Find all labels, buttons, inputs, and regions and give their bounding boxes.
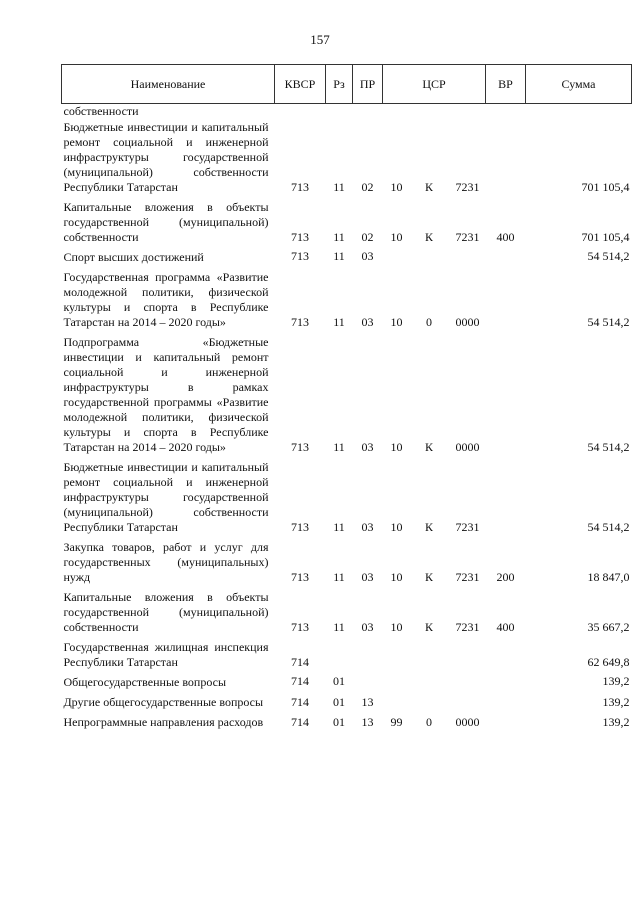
row-name: Общегосударственные вопросы — [63, 675, 227, 689]
row-csr-direction: 7231 — [455, 180, 480, 194]
row-kvsr: 713 — [291, 180, 309, 194]
row-vr — [486, 694, 526, 714]
row-rz: 01 — [333, 715, 345, 729]
row-kvsr: 713 — [291, 249, 309, 263]
row-rz — [326, 639, 353, 674]
budget-table — [61, 64, 632, 734]
row-rz: 11 — [333, 620, 345, 634]
row-csr-direction: 0000 — [455, 315, 480, 329]
row-csr-direction: 0000 — [455, 715, 480, 729]
row-csr-direction: 0000 — [455, 440, 480, 454]
row-pr: 02 — [361, 180, 374, 194]
table-row — [62, 269, 632, 334]
row-sum: 54 514,2 — [587, 440, 630, 454]
row-sum: 54 514,2 — [587, 315, 630, 329]
row-csr-direction: 7231 — [455, 620, 480, 634]
row-name: Другие общегосударственные вопросы — [63, 695, 264, 709]
row-csr-program: 10 — [390, 520, 403, 534]
row-pr — [353, 674, 383, 694]
header-kvsr: КВСР — [275, 65, 326, 104]
row-rz: 01 — [333, 674, 345, 688]
row-vr — [486, 249, 526, 269]
row-rz: 01 — [333, 695, 345, 709]
row-rz: 11 — [333, 249, 345, 263]
row-csr — [383, 249, 486, 269]
header-name: Наименование — [62, 65, 275, 104]
row-kvsr: 713 — [291, 230, 309, 244]
row-csr — [383, 639, 486, 674]
row-csr — [383, 674, 486, 694]
row-pr: 03 — [361, 315, 374, 329]
continuation-row — [62, 104, 632, 120]
row-kvsr: 713 — [291, 620, 309, 634]
row-vr: 400 — [496, 620, 515, 634]
row-csr-program: 99 — [390, 715, 403, 729]
page-number: 157 — [310, 32, 330, 47]
continuation-text: собственности — [63, 104, 139, 118]
table-row — [62, 539, 632, 589]
row-sum: 701 105,4 — [581, 230, 630, 244]
row-csr-subprogram: К — [424, 440, 433, 454]
table-row — [62, 334, 632, 459]
table-row — [62, 199, 632, 249]
row-name: Спорт высших достижений — [63, 250, 204, 264]
table-row — [62, 459, 632, 539]
row-vr — [486, 674, 526, 694]
row-sum: 62 649,8 — [587, 655, 630, 669]
row-kvsr: 714 — [291, 655, 309, 669]
header-rz: Рз — [326, 65, 353, 104]
row-name: Капитальные вложения в объекты государственной (муниципальной) собственности — [63, 200, 269, 244]
row-csr-subprogram: К — [424, 230, 433, 244]
header-sum: Сумма — [526, 65, 632, 104]
row-sum: 18 847,0 — [587, 570, 630, 584]
row-csr-subprogram: К — [424, 520, 433, 534]
row-pr — [353, 639, 383, 674]
row-csr-direction: 7231 — [455, 520, 480, 534]
row-sum: 139,2 — [602, 695, 630, 709]
row-csr-subprogram: 0 — [426, 715, 432, 729]
row-kvsr: 713 — [291, 570, 309, 584]
row-csr — [383, 334, 486, 459]
row-pr: 03 — [361, 620, 374, 634]
row-rz: 11 — [333, 520, 345, 534]
row-rz: 11 — [333, 440, 345, 454]
row-rz: 11 — [333, 570, 345, 584]
row-kvsr: 714 — [291, 715, 309, 729]
row-csr-subprogram: К — [424, 180, 433, 194]
row-csr — [383, 119, 486, 199]
row-pr: 03 — [361, 570, 374, 584]
row-sum: 54 514,2 — [587, 249, 630, 263]
row-vr — [486, 119, 526, 199]
row-sum: 139,2 — [602, 674, 630, 688]
row-csr-program: 10 — [390, 570, 403, 584]
table-row — [62, 714, 632, 734]
row-pr: 03 — [361, 440, 374, 454]
row-pr: 03 — [361, 249, 374, 263]
row-csr-direction: 7231 — [455, 230, 480, 244]
row-rz: 11 — [333, 315, 345, 329]
table-row — [62, 119, 632, 199]
row-csr — [383, 714, 486, 734]
row-vr — [486, 334, 526, 459]
row-name: Непрограммные направления расходов — [63, 715, 264, 729]
row-csr — [383, 539, 486, 589]
row-sum: 701 105,4 — [581, 180, 630, 194]
table-row — [62, 674, 632, 694]
header-pr: ПР — [353, 65, 383, 104]
header-csr: ЦСР — [383, 65, 486, 104]
row-sum: 139,2 — [602, 715, 630, 729]
row-pr: 13 — [361, 715, 374, 729]
row-csr-subprogram: К — [424, 620, 433, 634]
row-rz: 11 — [333, 180, 345, 194]
row-name: Государственная жилищная инспекция Республики Татарстан — [63, 640, 269, 669]
row-kvsr: 713 — [291, 520, 309, 534]
row-kvsr: 713 — [291, 440, 309, 454]
row-pr: 03 — [361, 520, 374, 534]
row-csr — [383, 459, 486, 539]
table-header-row — [62, 65, 632, 104]
row-vr — [486, 459, 526, 539]
row-csr-program: 10 — [390, 620, 403, 634]
row-csr-program: 10 — [390, 315, 403, 329]
row-kvsr: 713 — [291, 315, 309, 329]
row-name: Капитальные вложения в объекты государственной (муниципальной) собственности — [63, 590, 269, 634]
row-csr-direction: 7231 — [455, 570, 480, 584]
row-csr-program: 10 — [390, 440, 403, 454]
row-name: Государственная программа «Развитие молодежной политики, физической культуры и спорта в Республике Татарстан на 2014 – 2020 годы» — [63, 270, 269, 329]
row-csr-program: 10 — [390, 180, 403, 194]
row-name: Бюджетные инвестиции и капитальный ремонт социальной и инженерной инфраструктуры государственной (муниципальной) собственности Республики Татарстан — [63, 460, 269, 534]
table-row — [62, 589, 632, 639]
row-kvsr: 714 — [291, 674, 309, 688]
row-vr: 400 — [496, 230, 515, 244]
row-rz: 11 — [333, 230, 345, 244]
row-vr: 200 — [496, 570, 515, 584]
row-csr — [383, 269, 486, 334]
row-name: Подпрограмма «Бюджетные инвестиции и капитальный ремонт социальной и инженерной инфраструктуры в рамках государственной программы «Развитие молодежной политики, физической культуры и спорта в Республике Татарстан на 2014 – 2020 годы» — [63, 335, 269, 454]
row-vr — [486, 714, 526, 734]
header-vr: ВР — [486, 65, 526, 104]
row-name: Закупка товаров, работ и услуг для государственных (муниципальных) нужд — [63, 540, 269, 584]
row-csr — [383, 199, 486, 249]
row-csr-subprogram: К — [424, 570, 433, 584]
row-name: Бюджетные инвестиции и капитальный ремонт социальной и инженерной инфраструктуры государственной (муниципальной) собственности Республики Татарстан — [63, 120, 269, 194]
row-csr — [383, 589, 486, 639]
row-pr: 02 — [361, 230, 374, 244]
table-row — [62, 249, 632, 269]
table-row — [62, 694, 632, 714]
row-csr — [383, 694, 486, 714]
row-kvsr: 714 — [291, 695, 309, 709]
row-vr — [486, 269, 526, 334]
row-pr: 13 — [361, 695, 374, 709]
row-sum: 35 667,2 — [587, 620, 630, 634]
row-csr-subprogram: 0 — [426, 315, 432, 329]
table-row — [62, 639, 632, 674]
row-csr-program: 10 — [390, 230, 403, 244]
row-sum: 54 514,2 — [587, 520, 630, 534]
row-vr — [486, 639, 526, 674]
